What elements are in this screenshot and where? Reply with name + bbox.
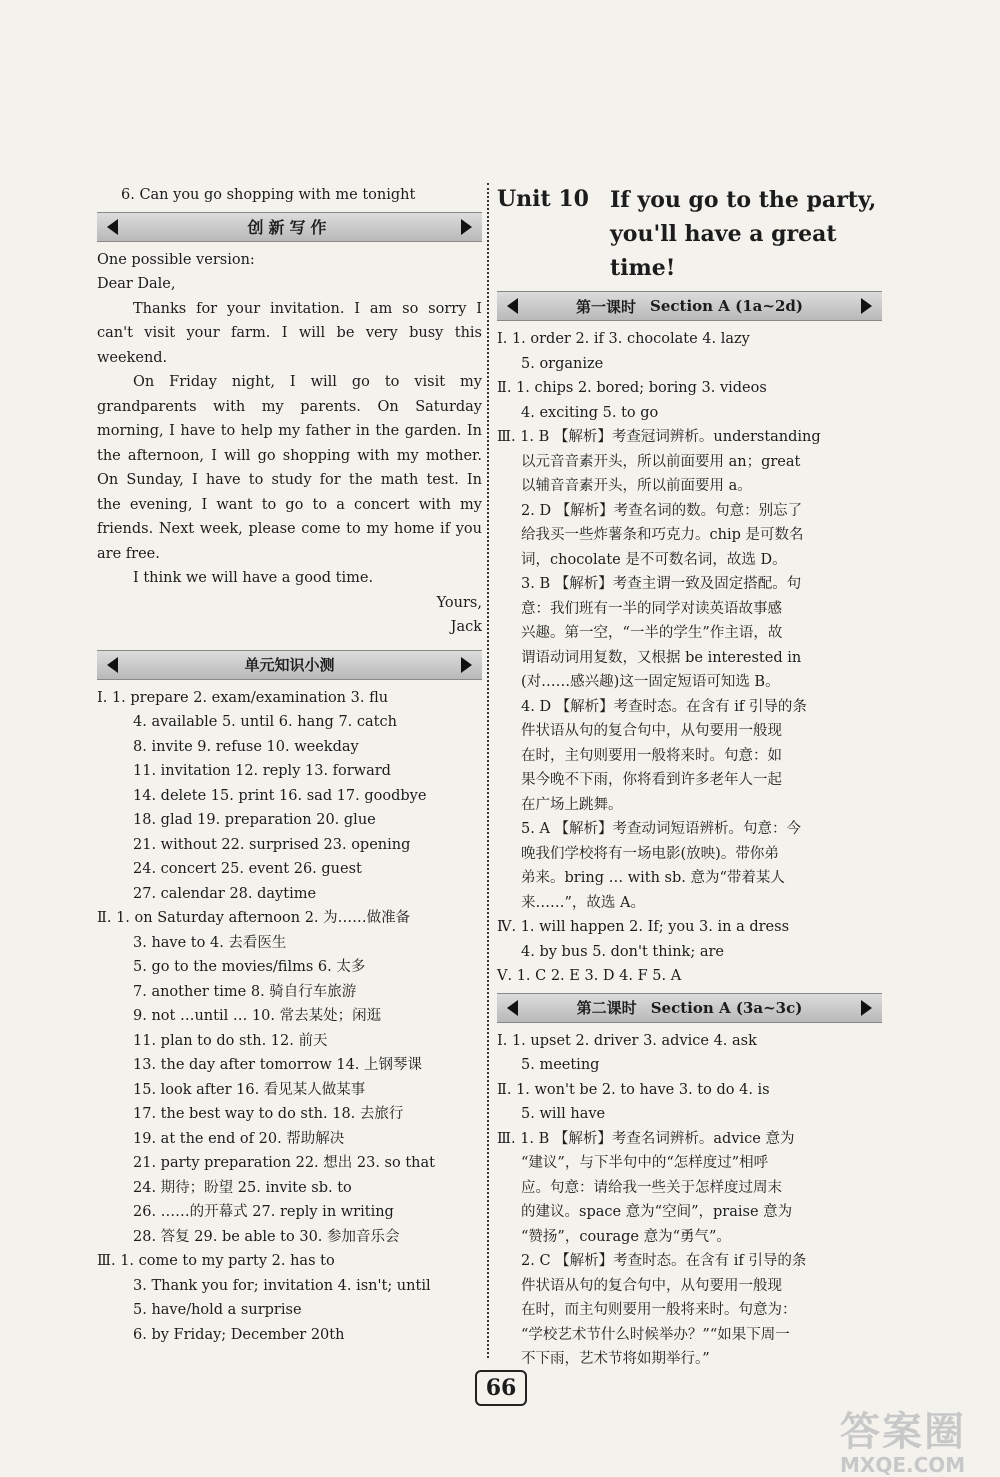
answer-line: 21. without 22. surprised 23. opening — [133, 836, 411, 853]
section-bar-unit-quiz — [97, 650, 482, 680]
left-column — [97, 183, 482, 1347]
answer-line: 件状语从句的复合句中，从句要用一般现 — [521, 1277, 782, 1294]
watermark-url: MXQE.COM — [840, 1453, 966, 1477]
text-line: friends. Next week, please come to my home if you — [97, 521, 482, 537]
answer-line: Ⅰ. 1. order 2. if 3. chocolate 4. lazy — [497, 331, 750, 347]
answer-line: 给我买一些炸薯条和巧克力。chip 是可数名 — [521, 527, 804, 543]
answer-line: “学校艺术节什么时候举办？”“如果下周一 — [521, 1326, 790, 1343]
answer-line: 3. have to 4. 去看医生 — [133, 934, 287, 951]
arrow-right-icon — [461, 219, 472, 235]
unit-heading — [497, 183, 882, 285]
answer-line: 19. at the end of 20. 帮助解决 — [133, 1130, 345, 1147]
answer-line: 2. D 【解析】考查名词的数。句意：别忘了 — [521, 502, 803, 519]
arrow-right-icon — [861, 298, 872, 314]
answer-line: 21. party preparation 22. 想出 23. so that — [133, 1155, 435, 1171]
answer-line: Ⅰ. 1. upset 2. driver 3. advice 4. ask — [497, 1032, 757, 1049]
text-line: are free. — [97, 545, 160, 562]
answer-line: 以辅音音素开头，所以前面要用 a。 — [521, 478, 752, 494]
section-bar-writing — [97, 212, 482, 242]
answer-line: 5. go to the movies/films 6. 太多 — [133, 959, 366, 975]
arrow-left-icon — [107, 219, 118, 235]
text-line: grandparents with my parents. On Saturday — [97, 398, 482, 415]
text-line: weekend. — [97, 349, 168, 366]
arrow-left-icon — [507, 298, 518, 314]
arrow-left-icon — [107, 657, 118, 673]
column-divider — [487, 183, 489, 1358]
section-bar-lesson-1 — [497, 291, 882, 321]
answer-line: Ⅲ. 1. come to my party 2. has to — [97, 1253, 335, 1269]
answer-line: 11. plan to do sth. 12. 前天 — [133, 1032, 328, 1049]
arrow-right-icon — [861, 1000, 872, 1016]
answer-line: 5. meeting — [521, 1057, 600, 1073]
answer-line: 7. another time 8. 骑自行车旅游 — [133, 983, 357, 1000]
lesson-section: Section A (1a~2d) — [650, 297, 803, 315]
answer-line: 5. will have — [521, 1106, 606, 1122]
answer-line: Ⅱ. 1. won't be 2. to have 3. to do 4. is — [497, 1081, 770, 1098]
unit-title-line: If you go to the party, — [610, 187, 877, 213]
lesson-2-answers — [497, 1029, 882, 1372]
answer-line: Ⅱ. 1. chips 2. bored; boring 3. videos — [497, 380, 767, 396]
answer-line: 果今晚不下雨，你将看到许多老年人一起 — [521, 772, 782, 788]
answer-line: 8. invite 9. refuse 10. weekday — [133, 738, 359, 755]
answer-line: 应。句意：请给我一些关于怎样度过周末 — [521, 1179, 782, 1196]
answer-line: 词，chocolate 是不可数名词，故选 D。 — [521, 551, 787, 568]
answer-line: 27. calendar 28. daytime — [133, 885, 317, 902]
answer-line: Ⅲ. 1. B 【解析】考查冠词辨析。understanding — [497, 429, 821, 445]
answer-group-III — [97, 1249, 482, 1347]
text-line: the afternoon, I will go shopping with my mother. — [97, 447, 482, 464]
answer-line: 6. Can you go shopping with me tonight — [121, 187, 416, 203]
text-line: the evening, I want to go to a concert with my — [97, 496, 482, 513]
answer-line: “建议”，与下半句中的“怎样度过”相呼 — [521, 1155, 769, 1171]
answer-line: Ⅲ. 1. B 【解析】考查名词辨析。advice 意为 — [497, 1130, 795, 1147]
answer-line: 4. available 5. until 6. hang 7. catch — [133, 714, 397, 730]
text-line: On Sunday, I have to study for the math test. In — [97, 472, 482, 488]
answer-group-II — [97, 906, 482, 1249]
unit-number: Unit 10 — [497, 186, 589, 212]
right-column — [497, 183, 882, 1372]
letter-salutation: Dear Dale, — [97, 276, 176, 292]
section-title: 创新写作 — [247, 218, 332, 237]
answer-line: Ⅰ. 1. prepare 2. exam/examination 3. flu — [97, 689, 389, 706]
answer-group-I — [97, 686, 482, 907]
answer-line: 2. C 【解析】考查时态。在含有 if 引导的条 — [521, 1253, 807, 1269]
answer-line: 4. D 【解析】考查时态。在含有 if 引导的条 — [521, 698, 807, 715]
text-line: morning, I have to help my father in the garden. In — [97, 423, 482, 439]
answer-line: 来……”，故选 A。 — [521, 894, 645, 911]
answer-line: Ⅴ. 1. C 2. E 3. D 4. F 5. A — [497, 968, 682, 984]
answer-line: 14. delete 15. print 16. sad 17. goodbye — [133, 787, 427, 804]
unit-title-line: you'll have a great — [610, 221, 837, 247]
lesson-label: 第二课时 — [576, 999, 637, 1017]
answer-line: 的建议。space 意为“空间”，praise 意为 — [521, 1204, 793, 1220]
answer-line: 以元音音素开头，所以前面要用 an；great — [521, 453, 801, 470]
answer-line: Ⅱ. 1. on Saturday afternoon 2. 为……做准备 — [97, 910, 411, 926]
answer-line: 5. have/hold a surprise — [133, 1302, 302, 1318]
page-number: 66 — [475, 1370, 527, 1406]
answer-line: 5. organize — [521, 355, 604, 372]
answer-line: 24. concert 25. event 26. guest — [133, 861, 362, 877]
answer-line: 3. Thank you for; invitation 4. isn't; until — [133, 1277, 431, 1294]
unit-title — [610, 183, 876, 285]
answer-line: 晚我们学校将有一场电影(放映)。带你弟 — [521, 845, 779, 862]
text-line: On Friday night, I will go to visit my — [133, 374, 482, 390]
answer-line: 28. 答复 29. be able to 30. 参加音乐会 — [133, 1228, 400, 1245]
answer-line: 兴趣。第一空，“一半的学生”作主语，故 — [521, 625, 783, 641]
arrow-left-icon — [507, 1000, 518, 1016]
answer-line: 3. B 【解析】考查主谓一致及固定搭配。句 — [521, 576, 802, 592]
answer-line: 4. by bus 5. don't think; are — [521, 943, 724, 960]
lesson-1-answers — [497, 327, 882, 989]
answer-line: 9. not …until … 10. 常去某处；闲逛 — [133, 1008, 382, 1024]
answer-line: “赞扬”，courage 意为“勇气”。 — [521, 1228, 731, 1245]
answer-line: 在广场上跳舞。 — [521, 796, 623, 813]
answer-line: 5. A 【解析】考查动词短语辨析。句意：今 — [521, 821, 802, 837]
watermark-logo — [840, 1400, 966, 1477]
answer-line: (对……感兴趣)这一固定短语可知选 B。 — [521, 674, 780, 690]
letter-paragraph-3: I think we will have a good time. — [133, 570, 374, 586]
letter-signature: Jack — [450, 619, 482, 635]
lesson-section: Section A (3a~3c) — [650, 998, 803, 1017]
answer-line: 15. look after 16. 看见某人做某事 — [133, 1081, 366, 1098]
answer-line: 不下雨，艺术节将如期举行。” — [521, 1351, 710, 1367]
letter-closing: Yours, — [436, 594, 482, 611]
answer-line: 件状语从句的复合句中，从句要用一般现 — [521, 723, 782, 739]
answer-line: 意：我们班有一半的同学对读英语故事感 — [521, 600, 782, 617]
section-bar-lesson-2 — [497, 993, 882, 1023]
answer-line: 在时，主句则要用一般将来时。句意：如 — [521, 747, 782, 764]
answer-line: 谓语动词用复数，又根据 be interested in — [521, 649, 802, 666]
answer-line: 6. by Friday; December 20th — [133, 1326, 345, 1343]
text-line: Thanks for your invitation. I am so sorry I — [133, 300, 482, 317]
answer-line: 4. exciting 5. to go — [521, 404, 659, 421]
answer-line: 24. 期待；盼望 25. invite sb. to — [133, 1179, 352, 1196]
version-label: One possible version: — [97, 251, 255, 268]
lesson-label: 第一课时 — [576, 297, 637, 316]
answer-line: 17. the best way to do sth. 18. 去旅行 — [133, 1106, 404, 1122]
section-title: 单元知识小测 — [244, 656, 335, 674]
arrow-right-icon — [461, 657, 472, 673]
unit-title-line: time! — [610, 255, 676, 281]
letter-paragraph-2 — [97, 370, 482, 566]
letter-paragraph-1 — [97, 297, 482, 371]
answer-line: Ⅳ. 1. will happen 2. If; you 3. in a dress — [497, 919, 790, 935]
answer-line: 弟来。bring … with sb. 意为“带着某人 — [521, 870, 785, 886]
answer-line: 在时，而主句则要用一般将来时。句意为： — [521, 1302, 797, 1318]
answer-line: 18. glad 19. preparation 20. glue — [133, 812, 376, 828]
answer-line: 26. ……的开幕式 27. reply in writing — [133, 1204, 394, 1220]
text-line: can't visit your farm. I will be very busy this — [97, 325, 482, 341]
watermark-text: 答案圈 — [840, 1409, 966, 1455]
answer-line: 13. the day after tomorrow 14. 上钢琴课 — [133, 1057, 423, 1073]
answer-line: 11. invitation 12. reply 13. forward — [133, 763, 391, 779]
